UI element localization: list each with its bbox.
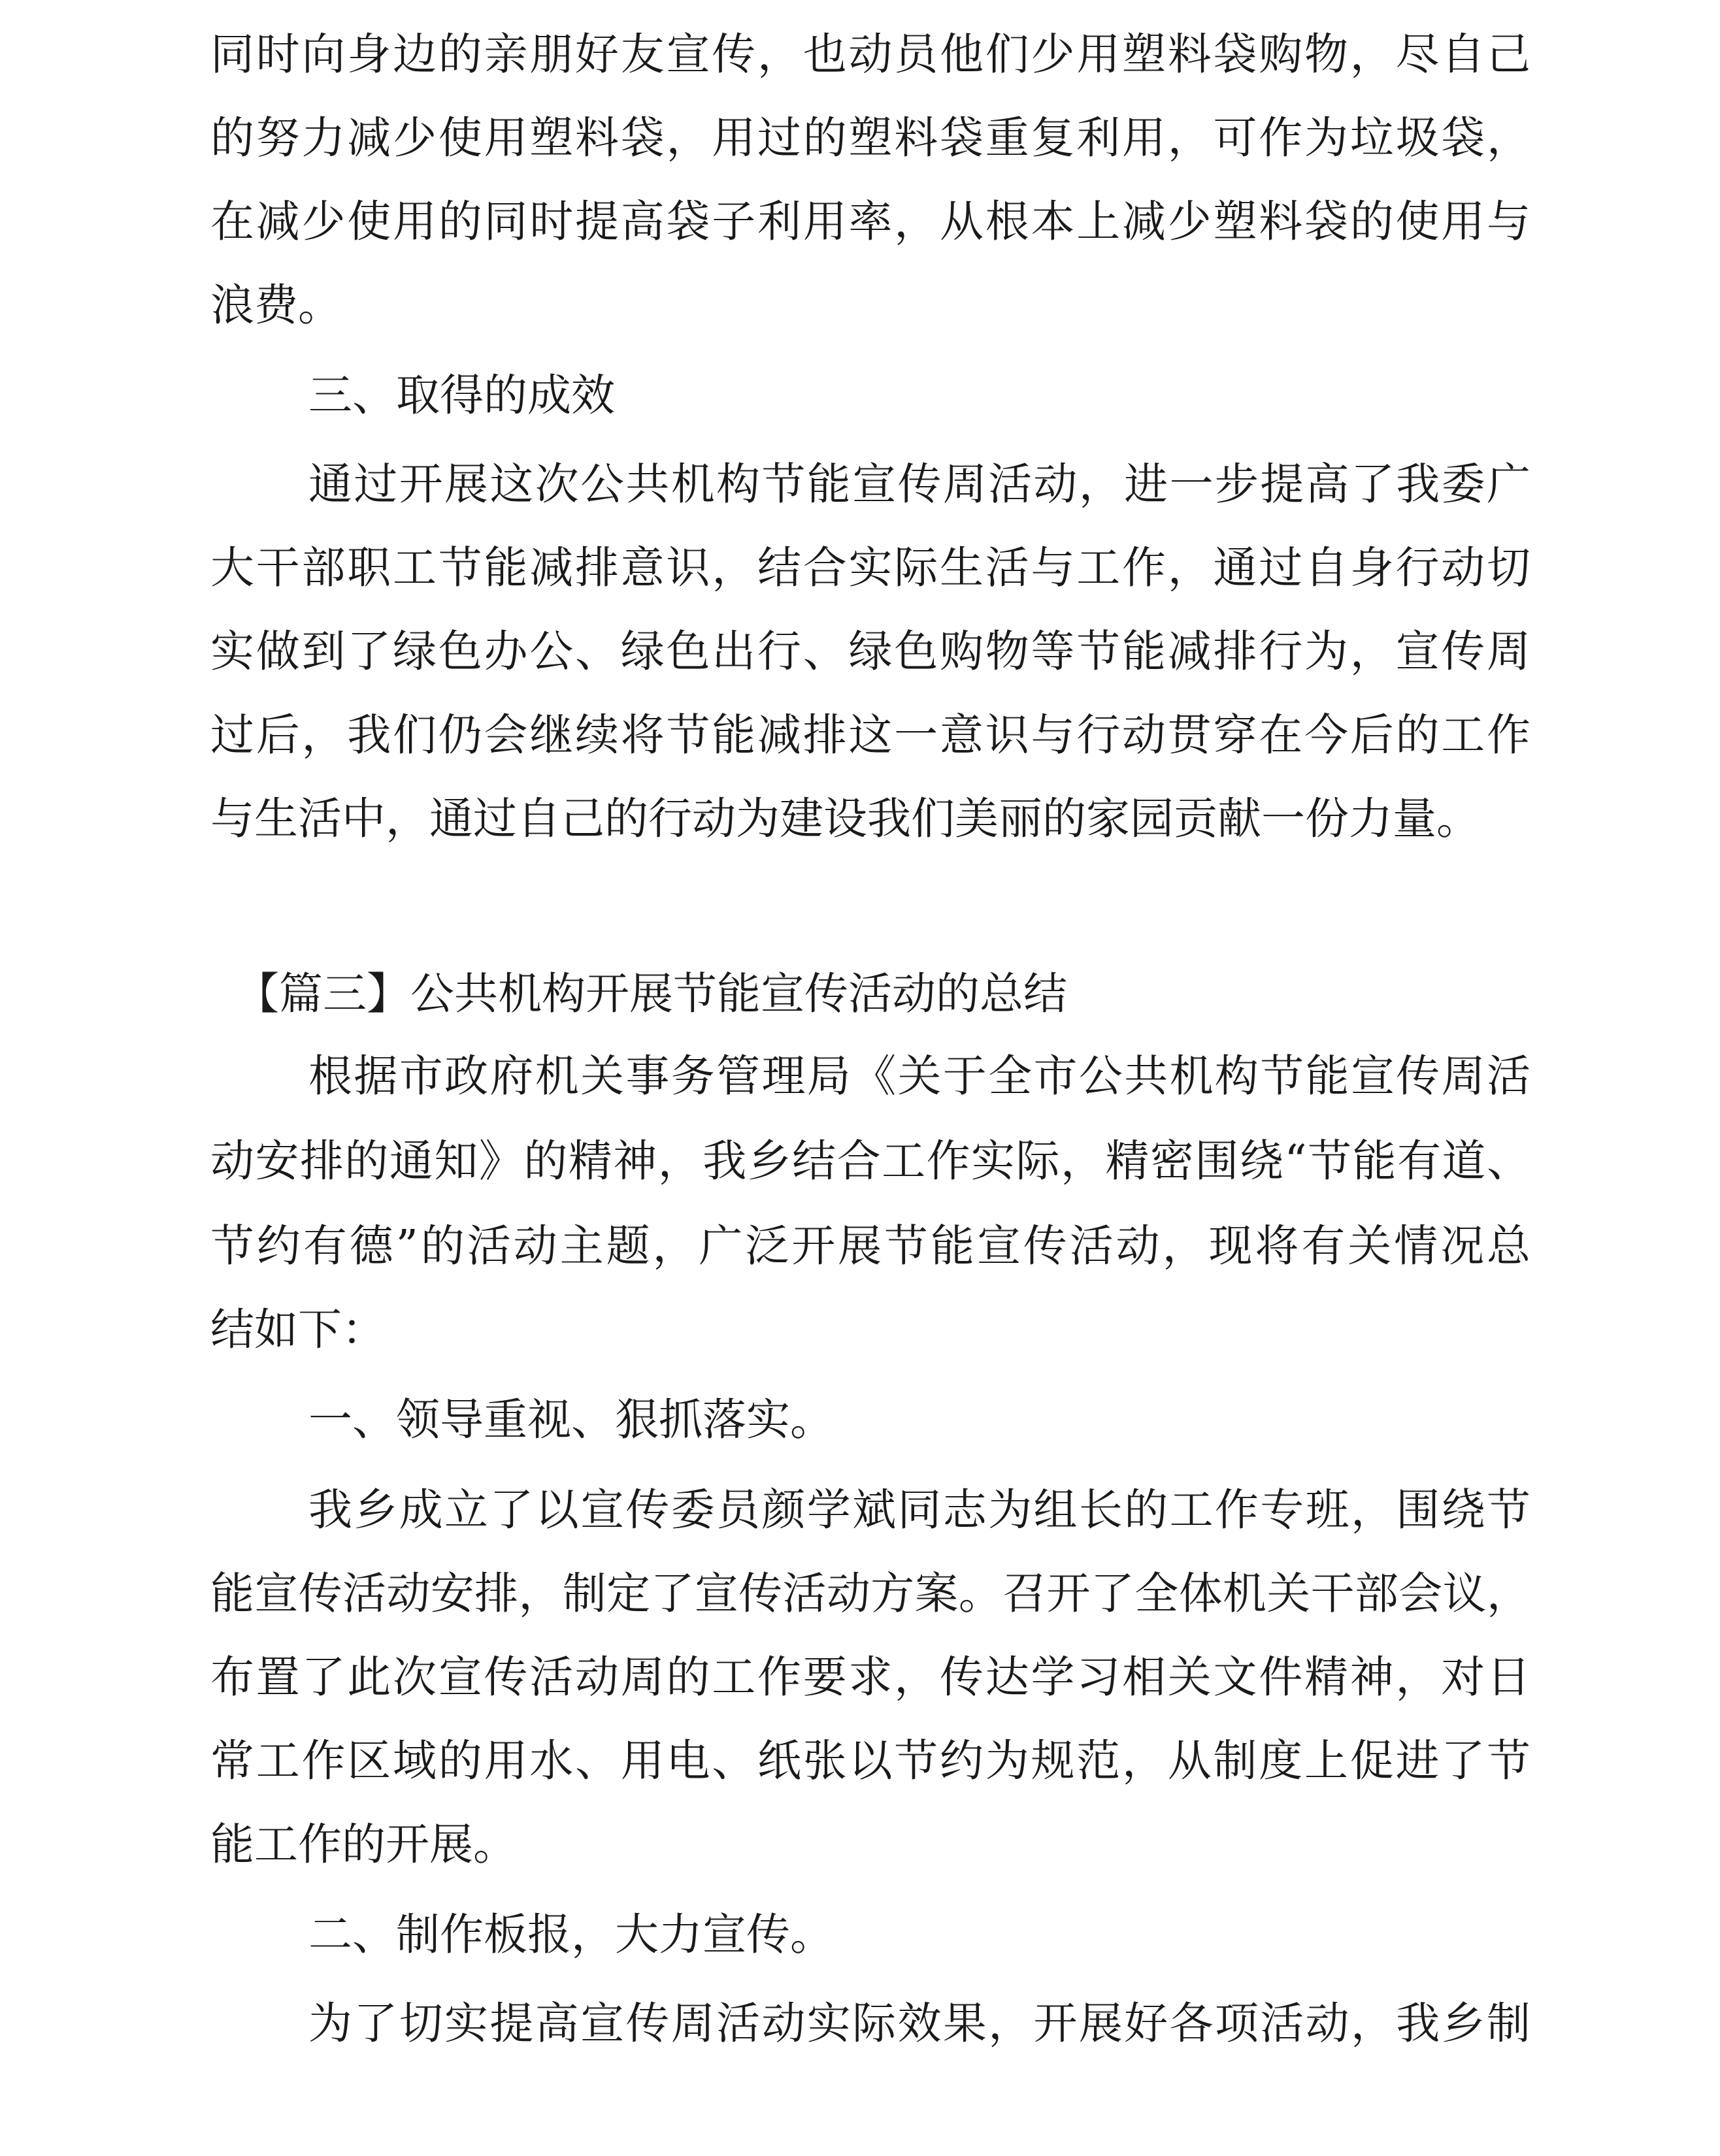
text-line: 通过开展这次公共机构节能宣传周活动，进一步提高了我委广 (308, 459, 1530, 510)
text-line: 的努力减少使用塑料袋，用过的塑料袋重复利用，可作为垃圾袋， (210, 112, 1530, 163)
text-line: 能宣传活动安排，制定了宣传活动方案。召开了全体机关干部会议， (210, 1568, 1530, 1619)
section-heading: 一、领导重视、狠抓落实。 (308, 1394, 834, 1445)
text-line: 为了切实提高宣传周活动实际效果，开展好各项活动，我乡制 (308, 1998, 1530, 2049)
text-line: 根据市政府机关事务管理局《关于全市公共机构节能宣传周活 (308, 1051, 1530, 1102)
text-line: 能工作的开展。 (210, 1819, 517, 1870)
text-line: 在减少使用的同时提高袋子利用率，从根本上减少塑料袋的使用与 (210, 196, 1530, 247)
text-line: 浪费。 (210, 280, 342, 331)
piece-title: 【篇三】公共机构开展节能宣传活动的总结 (235, 968, 1067, 1019)
text-line: 节约有德”的活动主题，广泛开展节能宣传活动，现将有关情况总 (210, 1220, 1530, 1271)
section-heading: 三、取得的成效 (308, 370, 615, 421)
text-line: 常工作区域的用水、用电、纸张以节约为规范，从制度上促进了节 (210, 1735, 1530, 1786)
text-line: 结如下： (210, 1304, 386, 1355)
text-line: 布置了此次宣传活动周的工作要求，传达学习相关文件精神，对日 (210, 1652, 1530, 1703)
section-heading: 二、制作板报，大力宣传。 (308, 1909, 834, 1960)
text-line: 过后，我们仍会继续将节能减排这一意识与行动贯穿在今后的工作 (210, 710, 1530, 760)
text-line: 与生活中，通过自己的行动为建设我们美丽的家园贡献一份力量。 (210, 793, 1480, 844)
text-line: 大干部职工节能减排意识，结合实际生活与工作，通过自身行动切 (210, 542, 1530, 593)
text-line: 我乡成立了以宣传委员颜学斌同志为组长的工作专班，围绕节 (308, 1484, 1530, 1535)
text-line: 实做到了绿色办公、绿色出行、绿色购物等节能减排行为，宣传周 (210, 626, 1530, 677)
text-line: 同时向身边的亲朋好友宣传，也动员他们少用塑料袋购物，尽自己 (210, 29, 1530, 80)
text-line: 动安排的通知》的精神，我乡结合工作实际，精密围绕“节能有道、 (210, 1135, 1530, 1186)
